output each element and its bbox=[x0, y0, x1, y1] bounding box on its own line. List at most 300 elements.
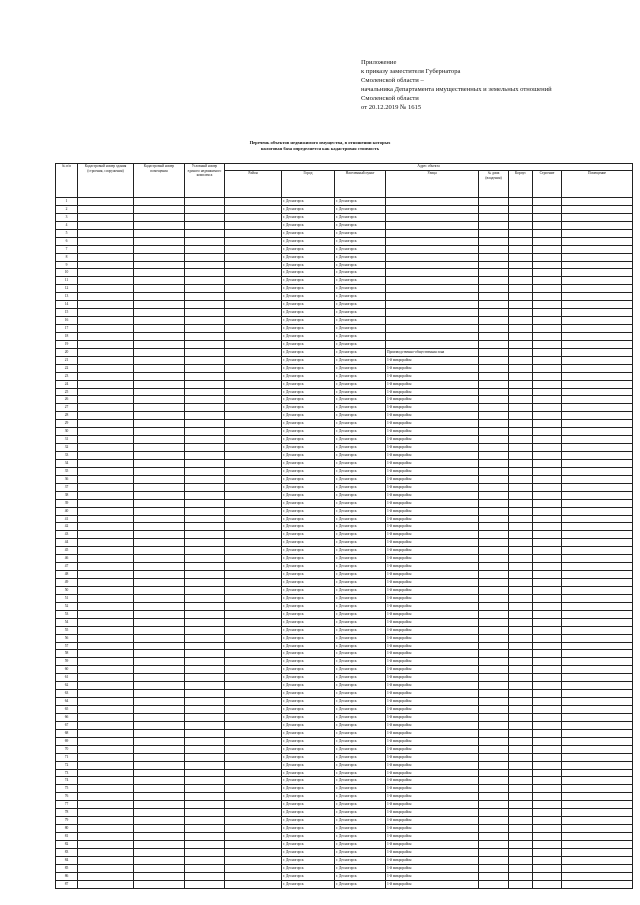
cell-locality: г. Десногорск bbox=[335, 682, 386, 690]
cell-street bbox=[386, 245, 479, 253]
cell-region bbox=[225, 285, 282, 293]
cell-locality: г. Десногорск bbox=[335, 475, 386, 483]
cell-house bbox=[479, 261, 509, 269]
cell-house bbox=[479, 785, 509, 793]
cell-stroenie bbox=[533, 602, 562, 610]
cell-korpus bbox=[509, 539, 533, 547]
cell-locality: г. Десногорск bbox=[335, 809, 386, 817]
cell-street: 1-й микрорайон bbox=[386, 428, 479, 436]
cell-cad-room bbox=[134, 674, 185, 682]
cell-korpus bbox=[509, 706, 533, 714]
cell-stroenie bbox=[533, 642, 562, 650]
cell-cad-room bbox=[134, 404, 185, 412]
cell-korpus bbox=[509, 444, 533, 452]
cell-locality: г. Десногорск bbox=[335, 507, 386, 515]
cell-city: г. Десногорск bbox=[282, 753, 335, 761]
cell-region bbox=[225, 713, 282, 721]
cell-cond-num bbox=[185, 626, 225, 634]
cell-cad-building bbox=[78, 332, 134, 340]
cell-house bbox=[479, 205, 509, 213]
cell-num: 56 bbox=[56, 634, 78, 642]
cell-cond-num bbox=[185, 396, 225, 404]
cell-num: 3 bbox=[56, 213, 78, 221]
cell-korpus bbox=[509, 253, 533, 261]
cell-city: г. Десногорск bbox=[282, 332, 335, 340]
col-header-korpus: Корпус bbox=[509, 171, 533, 198]
cell-city: г. Десногорск bbox=[282, 706, 335, 714]
table-row bbox=[56, 594, 633, 602]
cell-region bbox=[225, 698, 282, 706]
cell-cad-room bbox=[134, 864, 185, 872]
table-row bbox=[56, 880, 633, 888]
cell-street bbox=[386, 325, 479, 333]
cell-city: г. Десногорск bbox=[282, 380, 335, 388]
cell-korpus bbox=[509, 475, 533, 483]
cell-locality: г. Десногорск bbox=[335, 444, 386, 452]
cell-cad-building bbox=[78, 467, 134, 475]
cell-cad-room bbox=[134, 388, 185, 396]
col-header-region: Район bbox=[225, 171, 282, 198]
cell-cond-num bbox=[185, 523, 225, 531]
table-row bbox=[56, 825, 633, 833]
cell-house bbox=[479, 444, 509, 452]
cell-cad-building bbox=[78, 721, 134, 729]
table-row bbox=[56, 309, 633, 317]
cell-cad-room bbox=[134, 785, 185, 793]
cell-city: г. Десногорск bbox=[282, 642, 335, 650]
cell-locality: г. Десногорск bbox=[335, 563, 386, 571]
cell-city: г. Десногорск bbox=[282, 340, 335, 348]
cell-cond-num bbox=[185, 436, 225, 444]
cell-cad-room bbox=[134, 713, 185, 721]
cell-cad-room bbox=[134, 618, 185, 626]
cell-region bbox=[225, 269, 282, 277]
cell-street: 1-й микрорайон bbox=[386, 626, 479, 634]
cell-pomeshchenie bbox=[562, 364, 633, 372]
cell-num: 61 bbox=[56, 674, 78, 682]
cell-locality: г. Десногорск bbox=[335, 301, 386, 309]
cell-cond-num bbox=[185, 229, 225, 237]
table-row bbox=[56, 840, 633, 848]
cell-pomeshchenie bbox=[562, 698, 633, 706]
cell-stroenie bbox=[533, 848, 562, 856]
cell-cad-room bbox=[134, 245, 185, 253]
cell-house bbox=[479, 737, 509, 745]
cell-pomeshchenie bbox=[562, 563, 633, 571]
cell-locality: г. Десногорск bbox=[335, 309, 386, 317]
table-row bbox=[56, 245, 633, 253]
cell-city: г. Десногорск bbox=[282, 690, 335, 698]
cell-house bbox=[479, 856, 509, 864]
cell-city: г. Десногорск bbox=[282, 729, 335, 737]
cell-cond-num bbox=[185, 475, 225, 483]
cell-pomeshchenie bbox=[562, 277, 633, 285]
cell-house bbox=[479, 864, 509, 872]
cell-house bbox=[479, 436, 509, 444]
cell-house bbox=[479, 483, 509, 491]
cell-cad-building bbox=[78, 674, 134, 682]
cell-city: г. Десногорск bbox=[282, 253, 335, 261]
cell-cond-num bbox=[185, 515, 225, 523]
cell-city: г. Десногорск bbox=[282, 801, 335, 809]
cell-city: г. Десногорск bbox=[282, 777, 335, 785]
cell-korpus bbox=[509, 213, 533, 221]
table-row bbox=[56, 412, 633, 420]
cell-cad-room bbox=[134, 880, 185, 888]
table-row bbox=[56, 745, 633, 753]
cell-region bbox=[225, 586, 282, 594]
cell-cad-building bbox=[78, 285, 134, 293]
cell-stroenie bbox=[533, 388, 562, 396]
cell-pomeshchenie bbox=[562, 618, 633, 626]
cell-cad-building bbox=[78, 626, 134, 634]
cell-num: 25 bbox=[56, 388, 78, 396]
cell-locality: г. Десногорск bbox=[335, 340, 386, 348]
cell-street: 1-й микрорайон bbox=[386, 539, 479, 547]
cell-cond-num bbox=[185, 602, 225, 610]
cell-region bbox=[225, 467, 282, 475]
cell-city: г. Десногорск bbox=[282, 436, 335, 444]
cell-cond-num bbox=[185, 706, 225, 714]
cell-stroenie bbox=[533, 721, 562, 729]
cell-city: г. Десногорск bbox=[282, 483, 335, 491]
cell-cond-num bbox=[185, 221, 225, 229]
cell-city: г. Десногорск bbox=[282, 269, 335, 277]
cell-cad-building bbox=[78, 253, 134, 261]
cell-cond-num bbox=[185, 205, 225, 213]
cell-locality: г. Десногорск bbox=[335, 729, 386, 737]
cell-pomeshchenie bbox=[562, 483, 633, 491]
table-row bbox=[56, 634, 633, 642]
cell-locality: г. Десногорск bbox=[335, 555, 386, 563]
col-header-address-group: Адрес объекта bbox=[225, 164, 633, 171]
cell-stroenie bbox=[533, 372, 562, 380]
cell-city: г. Десногорск bbox=[282, 650, 335, 658]
cell-cond-num bbox=[185, 809, 225, 817]
cell-locality: г. Десногорск bbox=[335, 348, 386, 356]
cell-cad-building bbox=[78, 642, 134, 650]
cell-house bbox=[479, 721, 509, 729]
table-row bbox=[56, 404, 633, 412]
cell-street: 1-й микрорайон bbox=[386, 753, 479, 761]
cell-cad-building bbox=[78, 729, 134, 737]
cell-korpus bbox=[509, 237, 533, 245]
cell-house bbox=[479, 618, 509, 626]
cell-region bbox=[225, 340, 282, 348]
cell-cad-building bbox=[78, 650, 134, 658]
cell-cad-room bbox=[134, 547, 185, 555]
cell-house bbox=[479, 848, 509, 856]
cell-cad-building bbox=[78, 769, 134, 777]
cell-cad-room bbox=[134, 277, 185, 285]
cell-house bbox=[479, 547, 509, 555]
cell-region bbox=[225, 332, 282, 340]
cell-street: 1-й микрорайон bbox=[386, 793, 479, 801]
cell-korpus bbox=[509, 396, 533, 404]
cell-cond-num bbox=[185, 317, 225, 325]
cell-house bbox=[479, 404, 509, 412]
cell-city: г. Десногорск bbox=[282, 372, 335, 380]
cell-house bbox=[479, 198, 509, 206]
cell-cad-building bbox=[78, 666, 134, 674]
cell-cond-num bbox=[185, 301, 225, 309]
cell-num: 7 bbox=[56, 245, 78, 253]
table-row bbox=[56, 277, 633, 285]
cell-city: г. Десногорск bbox=[282, 245, 335, 253]
cell-house bbox=[479, 825, 509, 833]
cell-cond-num bbox=[185, 499, 225, 507]
cell-pomeshchenie bbox=[562, 444, 633, 452]
cell-cad-room bbox=[134, 436, 185, 444]
cell-cond-num bbox=[185, 674, 225, 682]
cell-cond-num bbox=[185, 682, 225, 690]
cell-pomeshchenie bbox=[562, 380, 633, 388]
cell-pomeshchenie bbox=[562, 269, 633, 277]
cell-house bbox=[479, 523, 509, 531]
cell-house bbox=[479, 309, 509, 317]
cell-cad-room bbox=[134, 872, 185, 880]
cell-korpus bbox=[509, 737, 533, 745]
cell-korpus bbox=[509, 467, 533, 475]
table-row bbox=[56, 682, 633, 690]
cell-korpus bbox=[509, 507, 533, 515]
cell-stroenie bbox=[533, 745, 562, 753]
cell-cond-num bbox=[185, 309, 225, 317]
cell-cond-num bbox=[185, 245, 225, 253]
cell-locality: г. Десногорск bbox=[335, 277, 386, 285]
cell-cad-room bbox=[134, 340, 185, 348]
cell-cad-room bbox=[134, 467, 185, 475]
cell-street: 1-й микрорайон bbox=[386, 452, 479, 460]
cell-city: г. Десногорск bbox=[282, 682, 335, 690]
cell-stroenie bbox=[533, 856, 562, 864]
table-row bbox=[56, 237, 633, 245]
cell-korpus bbox=[509, 698, 533, 706]
cell-city: г. Десногорск bbox=[282, 213, 335, 221]
cell-street bbox=[386, 253, 479, 261]
cell-cad-building bbox=[78, 301, 134, 309]
cell-cad-building bbox=[78, 325, 134, 333]
cell-city: г. Десногорск bbox=[282, 444, 335, 452]
cell-cond-num bbox=[185, 840, 225, 848]
cell-region bbox=[225, 459, 282, 467]
cell-house bbox=[479, 674, 509, 682]
cell-locality: г. Десногорск bbox=[335, 666, 386, 674]
table-row bbox=[56, 563, 633, 571]
cell-street: 1-й микрорайон bbox=[386, 745, 479, 753]
cell-pomeshchenie bbox=[562, 666, 633, 674]
cell-pomeshchenie bbox=[562, 674, 633, 682]
cell-city: г. Десногорск bbox=[282, 348, 335, 356]
cell-pomeshchenie bbox=[562, 317, 633, 325]
cell-locality: г. Десногорск bbox=[335, 777, 386, 785]
cell-pomeshchenie bbox=[562, 491, 633, 499]
cell-street: 1-й микрорайон bbox=[386, 848, 479, 856]
table-row bbox=[56, 690, 633, 698]
cell-cad-room bbox=[134, 642, 185, 650]
cell-pomeshchenie bbox=[562, 205, 633, 213]
cell-cond-num bbox=[185, 817, 225, 825]
cell-cad-room bbox=[134, 690, 185, 698]
cell-num: 39 bbox=[56, 499, 78, 507]
cell-cad-building bbox=[78, 579, 134, 587]
cell-house bbox=[479, 880, 509, 888]
table-row bbox=[56, 452, 633, 460]
cell-korpus bbox=[509, 198, 533, 206]
cell-street: 1-й микрорайон bbox=[386, 586, 479, 594]
cell-region bbox=[225, 872, 282, 880]
cell-num: 32 bbox=[56, 444, 78, 452]
table-row bbox=[56, 459, 633, 467]
cell-cond-num bbox=[185, 801, 225, 809]
cell-pomeshchenie bbox=[562, 777, 633, 785]
cell-locality: г. Десногорск bbox=[335, 618, 386, 626]
cell-stroenie bbox=[533, 563, 562, 571]
cell-korpus bbox=[509, 404, 533, 412]
cell-cad-room bbox=[134, 221, 185, 229]
cell-street: 1-й микрорайон bbox=[386, 388, 479, 396]
cell-cond-num bbox=[185, 237, 225, 245]
cell-city: г. Десногорск bbox=[282, 674, 335, 682]
cell-num: 83 bbox=[56, 848, 78, 856]
cell-cad-building bbox=[78, 436, 134, 444]
cell-cad-room bbox=[134, 801, 185, 809]
cell-street: 1-й микрорайон bbox=[386, 729, 479, 737]
table-row bbox=[56, 436, 633, 444]
title-line: налоговая база определяется как кадастровая стоимость bbox=[260, 146, 380, 152]
cell-region bbox=[225, 348, 282, 356]
cell-pomeshchenie bbox=[562, 634, 633, 642]
cell-pomeshchenie bbox=[562, 721, 633, 729]
cell-korpus bbox=[509, 555, 533, 563]
col-header-pomeshchenie: Помещение bbox=[562, 171, 633, 198]
cell-locality: г. Десногорск bbox=[335, 198, 386, 206]
cell-num: 22 bbox=[56, 364, 78, 372]
cell-korpus bbox=[509, 436, 533, 444]
cell-korpus bbox=[509, 245, 533, 253]
cell-house bbox=[479, 698, 509, 706]
cell-locality: г. Десногорск bbox=[335, 594, 386, 602]
cell-street: 1-й микрорайон bbox=[386, 706, 479, 714]
cell-region bbox=[225, 880, 282, 888]
cell-locality: г. Десногорск bbox=[335, 706, 386, 714]
cell-cad-building bbox=[78, 880, 134, 888]
cell-locality: г. Десногорск bbox=[335, 459, 386, 467]
appendix-line: Смоленской области – bbox=[361, 77, 424, 85]
cell-korpus bbox=[509, 793, 533, 801]
cell-house bbox=[479, 840, 509, 848]
cell-city: г. Десногорск bbox=[282, 745, 335, 753]
table-row bbox=[56, 213, 633, 221]
cell-region bbox=[225, 674, 282, 682]
cell-region bbox=[225, 840, 282, 848]
table-row bbox=[56, 848, 633, 856]
table-row bbox=[56, 706, 633, 714]
cell-locality: г. Десногорск bbox=[335, 253, 386, 261]
table-row bbox=[56, 301, 633, 309]
cell-street: 1-й микрорайон bbox=[386, 698, 479, 706]
cell-street: 1-й микрорайон bbox=[386, 777, 479, 785]
cell-cad-room bbox=[134, 380, 185, 388]
cell-cad-room bbox=[134, 507, 185, 515]
cell-street: 1-й микрорайон bbox=[386, 618, 479, 626]
cell-locality: г. Десногорск bbox=[335, 420, 386, 428]
cell-cond-num bbox=[185, 269, 225, 277]
cell-locality: г. Десногорск bbox=[335, 229, 386, 237]
cell-street: 1-й микрорайон bbox=[386, 682, 479, 690]
cell-locality: г. Десногорск bbox=[335, 539, 386, 547]
cell-korpus bbox=[509, 690, 533, 698]
cell-num: 49 bbox=[56, 579, 78, 587]
table-row bbox=[56, 348, 633, 356]
cell-stroenie bbox=[533, 769, 562, 777]
cell-house bbox=[479, 412, 509, 420]
cell-region bbox=[225, 856, 282, 864]
cell-cad-building bbox=[78, 475, 134, 483]
cell-city: г. Десногорск bbox=[282, 571, 335, 579]
cell-korpus bbox=[509, 602, 533, 610]
cell-cad-room bbox=[134, 459, 185, 467]
cell-house bbox=[479, 586, 509, 594]
cell-house bbox=[479, 594, 509, 602]
cell-korpus bbox=[509, 801, 533, 809]
cell-region bbox=[225, 579, 282, 587]
cell-pomeshchenie bbox=[562, 420, 633, 428]
cell-house bbox=[479, 348, 509, 356]
cell-house bbox=[479, 293, 509, 301]
cell-pomeshchenie bbox=[562, 356, 633, 364]
cell-cond-num bbox=[185, 698, 225, 706]
cell-house bbox=[479, 269, 509, 277]
cell-num: 30 bbox=[56, 428, 78, 436]
table-row bbox=[56, 586, 633, 594]
cell-street: 1-й микрорайон bbox=[386, 483, 479, 491]
cell-region bbox=[225, 364, 282, 372]
table-row bbox=[56, 555, 633, 563]
cell-region bbox=[225, 547, 282, 555]
table-row bbox=[56, 523, 633, 531]
cell-num: 21 bbox=[56, 356, 78, 364]
cell-locality: г. Десногорск bbox=[335, 285, 386, 293]
cell-street: 1-й микрорайон bbox=[386, 571, 479, 579]
cell-cad-room bbox=[134, 261, 185, 269]
cell-locality: г. Десногорск bbox=[335, 571, 386, 579]
table-row bbox=[56, 356, 633, 364]
appendix-block bbox=[361, 58, 631, 113]
cell-city: г. Десногорск bbox=[282, 285, 335, 293]
cell-num: 77 bbox=[56, 801, 78, 809]
cell-num: 19 bbox=[56, 340, 78, 348]
cell-pomeshchenie bbox=[562, 872, 633, 880]
cell-street bbox=[386, 332, 479, 340]
cell-num: 16 bbox=[56, 317, 78, 325]
cell-locality: г. Десногорск bbox=[335, 269, 386, 277]
cell-locality: г. Десногорск bbox=[335, 658, 386, 666]
cell-cond-num bbox=[185, 610, 225, 618]
cell-num: 87 bbox=[56, 880, 78, 888]
cell-cad-room bbox=[134, 515, 185, 523]
appendix-line: к приказу заместителя Губернатора bbox=[361, 68, 461, 76]
cell-cad-room bbox=[134, 666, 185, 674]
cell-locality: г. Десногорск bbox=[335, 452, 386, 460]
cell-region bbox=[225, 372, 282, 380]
cell-city: г. Десногорск bbox=[282, 610, 335, 618]
cell-street: 1-й микрорайон bbox=[386, 436, 479, 444]
cell-city: г. Десногорск bbox=[282, 412, 335, 420]
col-header-cad-room: Кадастровый номер помещения bbox=[134, 164, 185, 198]
cell-street: 1-й микрорайон bbox=[386, 579, 479, 587]
cell-korpus bbox=[509, 515, 533, 523]
